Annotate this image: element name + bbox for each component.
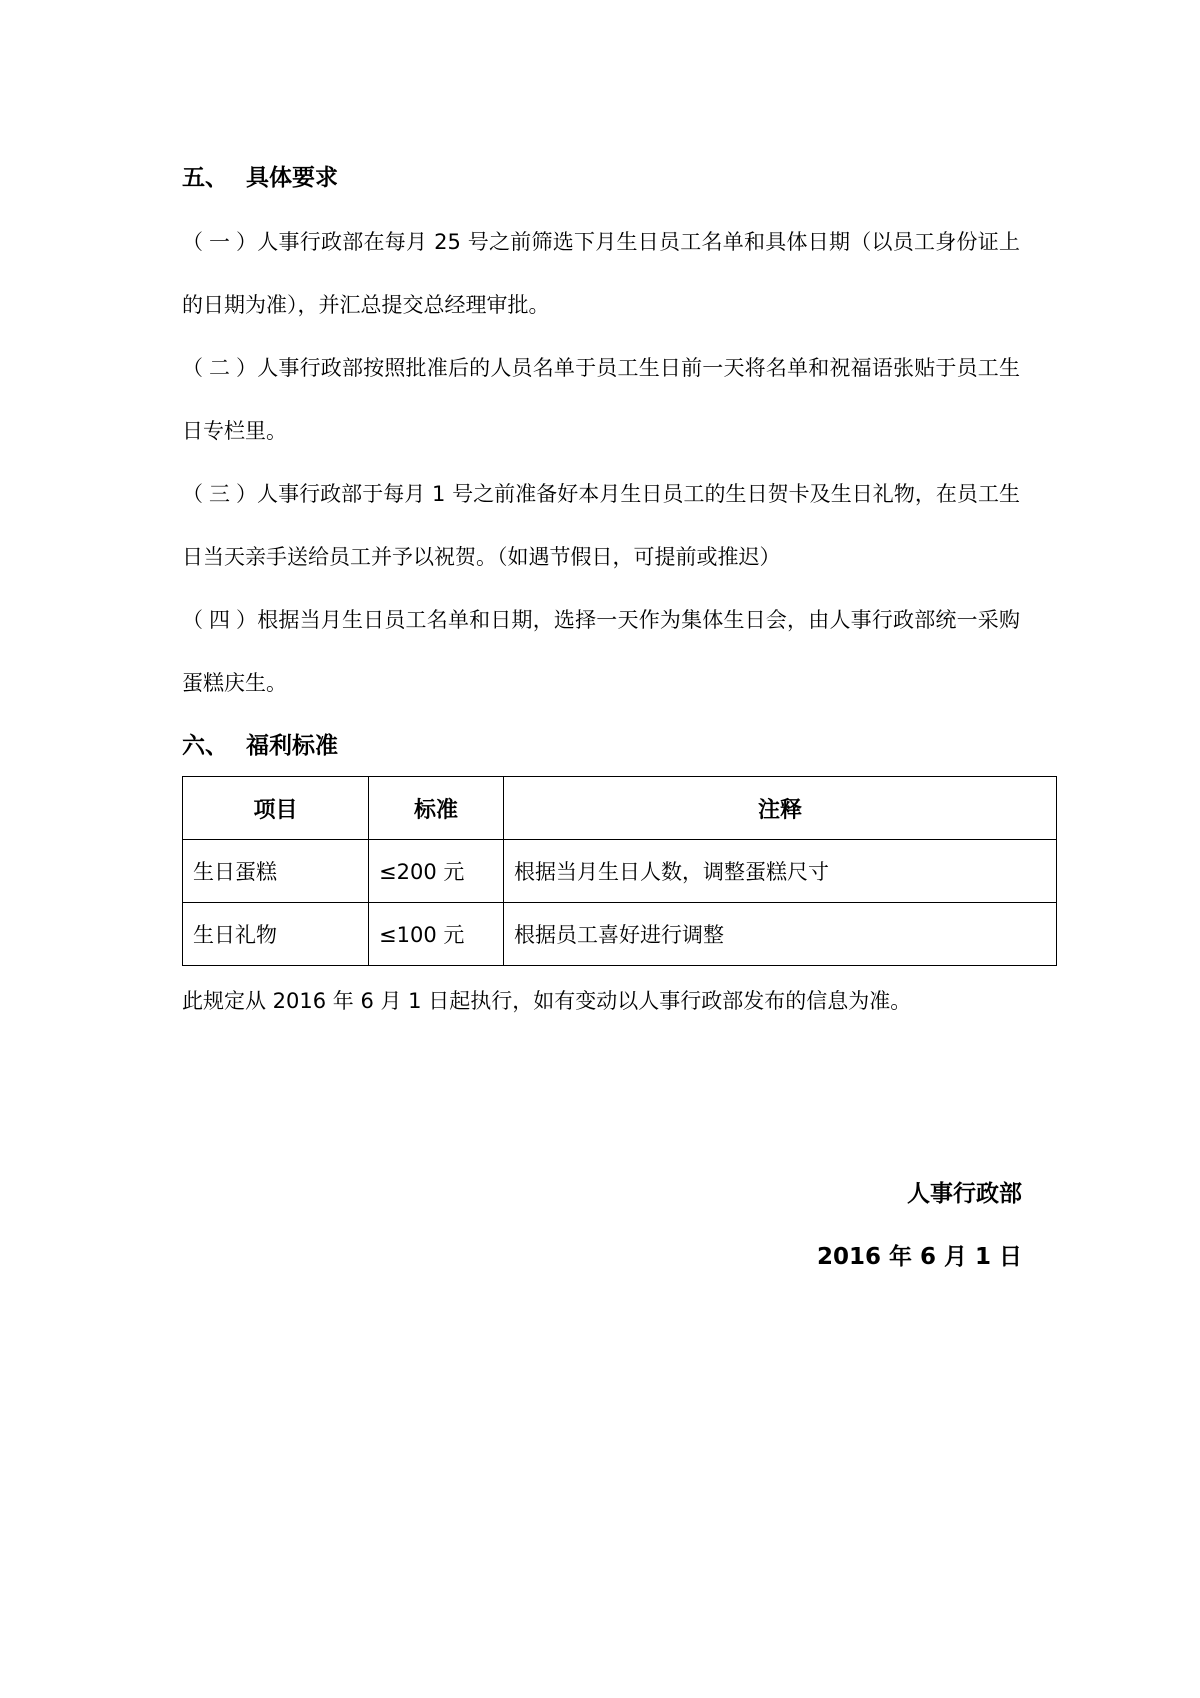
item-1-line-2: 的日期为准），并汇总提交总经理审批。 <box>182 293 550 317</box>
table-header-row <box>183 777 1057 840</box>
item-1-line-1 <box>182 227 1020 257</box>
signature-department: 人事行政部 <box>907 1181 1022 1207</box>
item-2-text-1: 人事行政部按照批准后的人员名单于员工生日前一天将名单和祝福语张贴于员工生 <box>257 356 1020 380</box>
section-6-number: 六、 <box>182 733 228 759</box>
effective-date-note: 此规定从 2016 年 6 月 1 日起执行，如有变动以人事行政部发布的信息为准。 <box>182 989 912 1013</box>
header-standard: 标准 <box>369 777 504 840</box>
item-2-mark: （二） <box>182 356 257 380</box>
item-2-line-2: 日专栏里。 <box>182 419 287 443</box>
item-3-mark: （三） <box>182 482 257 506</box>
cell-standard: ≤200 元 <box>369 840 504 903</box>
item-3-text-1: 人事行政部于每月 1 号之前准备好本月生日员工的生日贺卡及生日礼物，在员工生 <box>257 482 1020 506</box>
item-1-mark: （一） <box>182 230 257 254</box>
cell-item: 生日蛋糕 <box>183 840 369 903</box>
item-4-text-1: 根据当月生日员工名单和日期，选择一天作为集体生日会，由人事行政部统一采购 <box>257 608 1020 632</box>
section-5-title: 具体要求 <box>246 165 338 191</box>
item-1-text-1: 人事行政部在每月 25 号之前筛选下月生日员工名单和具体日期（以员工身份证上 <box>257 230 1020 254</box>
section-5-heading <box>182 163 338 193</box>
header-item: 项目 <box>183 777 369 840</box>
cell-note: 根据员工喜好进行调整 <box>504 903 1057 966</box>
item-2-line-1 <box>182 353 1020 383</box>
signature-date: 2016 年 6 月 1 日 <box>816 1244 1022 1270</box>
table-row <box>183 903 1057 966</box>
section-6-heading <box>182 731 338 761</box>
header-note: 注释 <box>504 777 1057 840</box>
welfare-standard-table <box>182 776 1057 966</box>
item-4-mark: （四） <box>182 608 257 632</box>
table-row <box>183 840 1057 903</box>
item-3-line-1 <box>182 479 1020 509</box>
cell-item: 生日礼物 <box>183 903 369 966</box>
section-5-number: 五、 <box>182 165 228 191</box>
cell-standard: ≤100 元 <box>369 903 504 966</box>
item-4-line-1 <box>182 605 1020 635</box>
item-3-line-2: 日当天亲手送给员工并予以祝贺。（如遇节假日，可提前或推迟） <box>182 545 781 569</box>
section-6-title: 福利标准 <box>246 733 338 759</box>
cell-note: 根据当月生日人数，调整蛋糕尺寸 <box>504 840 1057 903</box>
item-4-line-2: 蛋糕庆生。 <box>182 671 287 695</box>
